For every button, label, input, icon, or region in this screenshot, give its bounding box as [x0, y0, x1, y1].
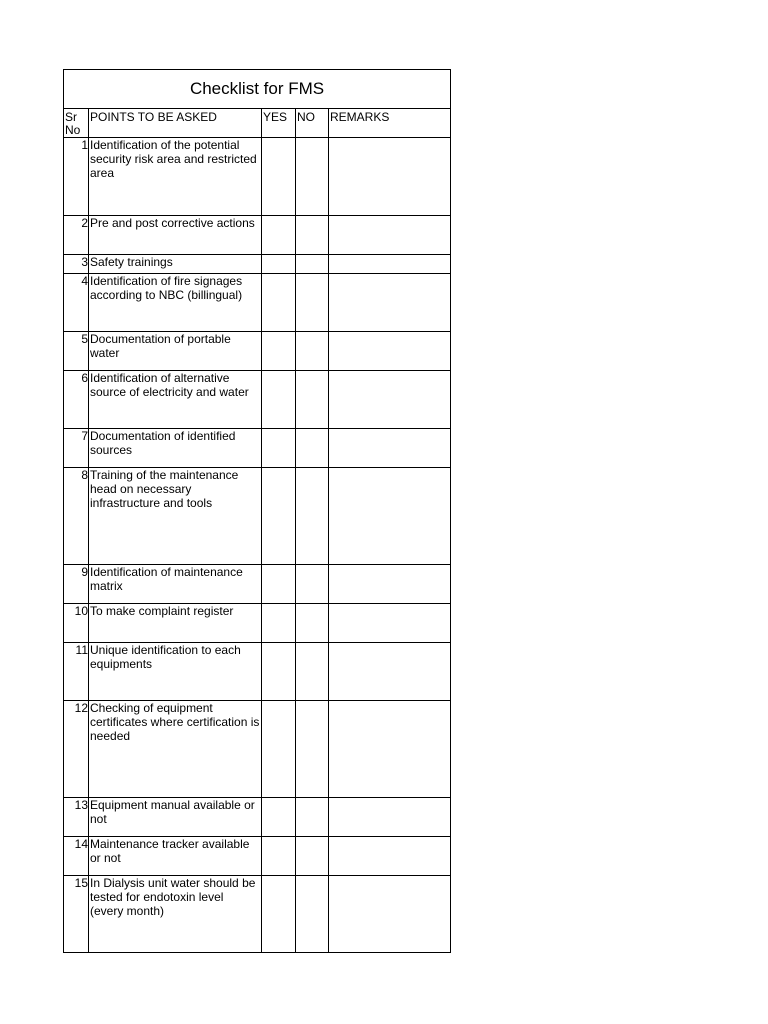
yes-cell[interactable]: [262, 255, 296, 274]
yes-cell[interactable]: [262, 332, 296, 371]
checklist-point: Identification of maintenance matrix: [89, 565, 262, 604]
remarks-cell[interactable]: [329, 643, 451, 701]
no-cell[interactable]: [296, 255, 329, 274]
no-cell[interactable]: [296, 837, 329, 876]
no-cell[interactable]: [296, 274, 329, 332]
table-row: [64, 274, 451, 332]
remarks-cell[interactable]: [329, 604, 451, 643]
title-row: [64, 70, 451, 109]
table-row: [64, 429, 451, 468]
table-row: [64, 468, 451, 565]
remarks-cell[interactable]: [329, 837, 451, 876]
table-row: [64, 255, 451, 274]
yes-cell[interactable]: [262, 274, 296, 332]
row-number: 10: [64, 604, 89, 643]
remarks-cell[interactable]: [329, 138, 451, 216]
remarks-cell[interactable]: [329, 216, 451, 255]
table-row: [64, 138, 451, 216]
no-cell[interactable]: [296, 701, 329, 798]
row-number: 12: [64, 701, 89, 798]
row-number: 5: [64, 332, 89, 371]
table-row: [64, 371, 451, 429]
yes-cell[interactable]: [262, 876, 296, 953]
no-cell[interactable]: [296, 876, 329, 953]
checklist-point: Training of the maintenance head on necessary infrastructure and tools: [89, 468, 262, 565]
row-number: 4: [64, 274, 89, 332]
table-row: [64, 837, 451, 876]
header-no: NO: [296, 109, 329, 138]
checklist-point: In Dialysis unit water should be tested for endotoxin level (every month): [89, 876, 262, 953]
checklist-point: Documentation of identified sources: [89, 429, 262, 468]
table-row: [64, 604, 451, 643]
table-row: [64, 798, 451, 837]
remarks-cell[interactable]: [329, 798, 451, 837]
table-row: [64, 332, 451, 371]
no-cell[interactable]: [296, 565, 329, 604]
row-number: 13: [64, 798, 89, 837]
remarks-cell[interactable]: [329, 468, 451, 565]
row-number: 9: [64, 565, 89, 604]
row-number: 11: [64, 643, 89, 701]
yes-cell[interactable]: [262, 701, 296, 798]
header-remarks: REMARKS: [329, 109, 451, 138]
row-number: 7: [64, 429, 89, 468]
yes-cell[interactable]: [262, 429, 296, 468]
checklist-point: Equipment manual available or not: [89, 798, 262, 837]
table-row: [64, 643, 451, 701]
no-cell[interactable]: [296, 468, 329, 565]
table-row: [64, 876, 451, 953]
row-number: 14: [64, 837, 89, 876]
remarks-cell[interactable]: [329, 876, 451, 953]
checklist-point: Identification of the potential security risk area and restricted area: [89, 138, 262, 216]
remarks-cell[interactable]: [329, 701, 451, 798]
checklist-point: Documentation of portable water: [89, 332, 262, 371]
no-cell[interactable]: [296, 138, 329, 216]
no-cell[interactable]: [296, 429, 329, 468]
checklist-point: Identification of alternative source of electricity and water: [89, 371, 262, 429]
header-sr-no: Sr No: [64, 109, 89, 138]
header-yes: YES: [262, 109, 296, 138]
no-cell[interactable]: [296, 798, 329, 837]
row-number: 3: [64, 255, 89, 274]
remarks-cell[interactable]: [329, 255, 451, 274]
row-number: 15: [64, 876, 89, 953]
no-cell[interactable]: [296, 371, 329, 429]
checklist-table: [63, 69, 451, 953]
yes-cell[interactable]: [262, 565, 296, 604]
yes-cell[interactable]: [262, 216, 296, 255]
table-row: [64, 216, 451, 255]
no-cell[interactable]: [296, 643, 329, 701]
table-row: [64, 565, 451, 604]
remarks-cell[interactable]: [329, 429, 451, 468]
table-row: [64, 701, 451, 798]
checklist-point: Identification of fire signages according to NBC (billingual): [89, 274, 262, 332]
checklist-point: Checking of equipment certificates where certification is needed: [89, 701, 262, 798]
checklist-point: Pre and post corrective actions: [89, 216, 262, 255]
page-title: Checklist for FMS: [64, 70, 451, 109]
no-cell[interactable]: [296, 216, 329, 255]
yes-cell[interactable]: [262, 138, 296, 216]
row-number: 2: [64, 216, 89, 255]
row-number: 8: [64, 468, 89, 565]
yes-cell[interactable]: [262, 604, 296, 643]
yes-cell[interactable]: [262, 468, 296, 565]
no-cell[interactable]: [296, 332, 329, 371]
yes-cell[interactable]: [262, 798, 296, 837]
checklist-point: Safety trainings: [89, 255, 262, 274]
no-cell[interactable]: [296, 604, 329, 643]
yes-cell[interactable]: [262, 371, 296, 429]
yes-cell[interactable]: [262, 643, 296, 701]
checklist-point: To make complaint register: [89, 604, 262, 643]
row-number: 6: [64, 371, 89, 429]
yes-cell[interactable]: [262, 837, 296, 876]
remarks-cell[interactable]: [329, 274, 451, 332]
header-points: POINTS TO BE ASKED: [89, 109, 262, 138]
remarks-cell[interactable]: [329, 332, 451, 371]
row-number: 1: [64, 138, 89, 216]
header-row: [64, 109, 451, 138]
remarks-cell[interactable]: [329, 565, 451, 604]
remarks-cell[interactable]: [329, 371, 451, 429]
checklist-point: Unique identification to each equipments: [89, 643, 262, 701]
checklist-point: Maintenance tracker available or not: [89, 837, 262, 876]
